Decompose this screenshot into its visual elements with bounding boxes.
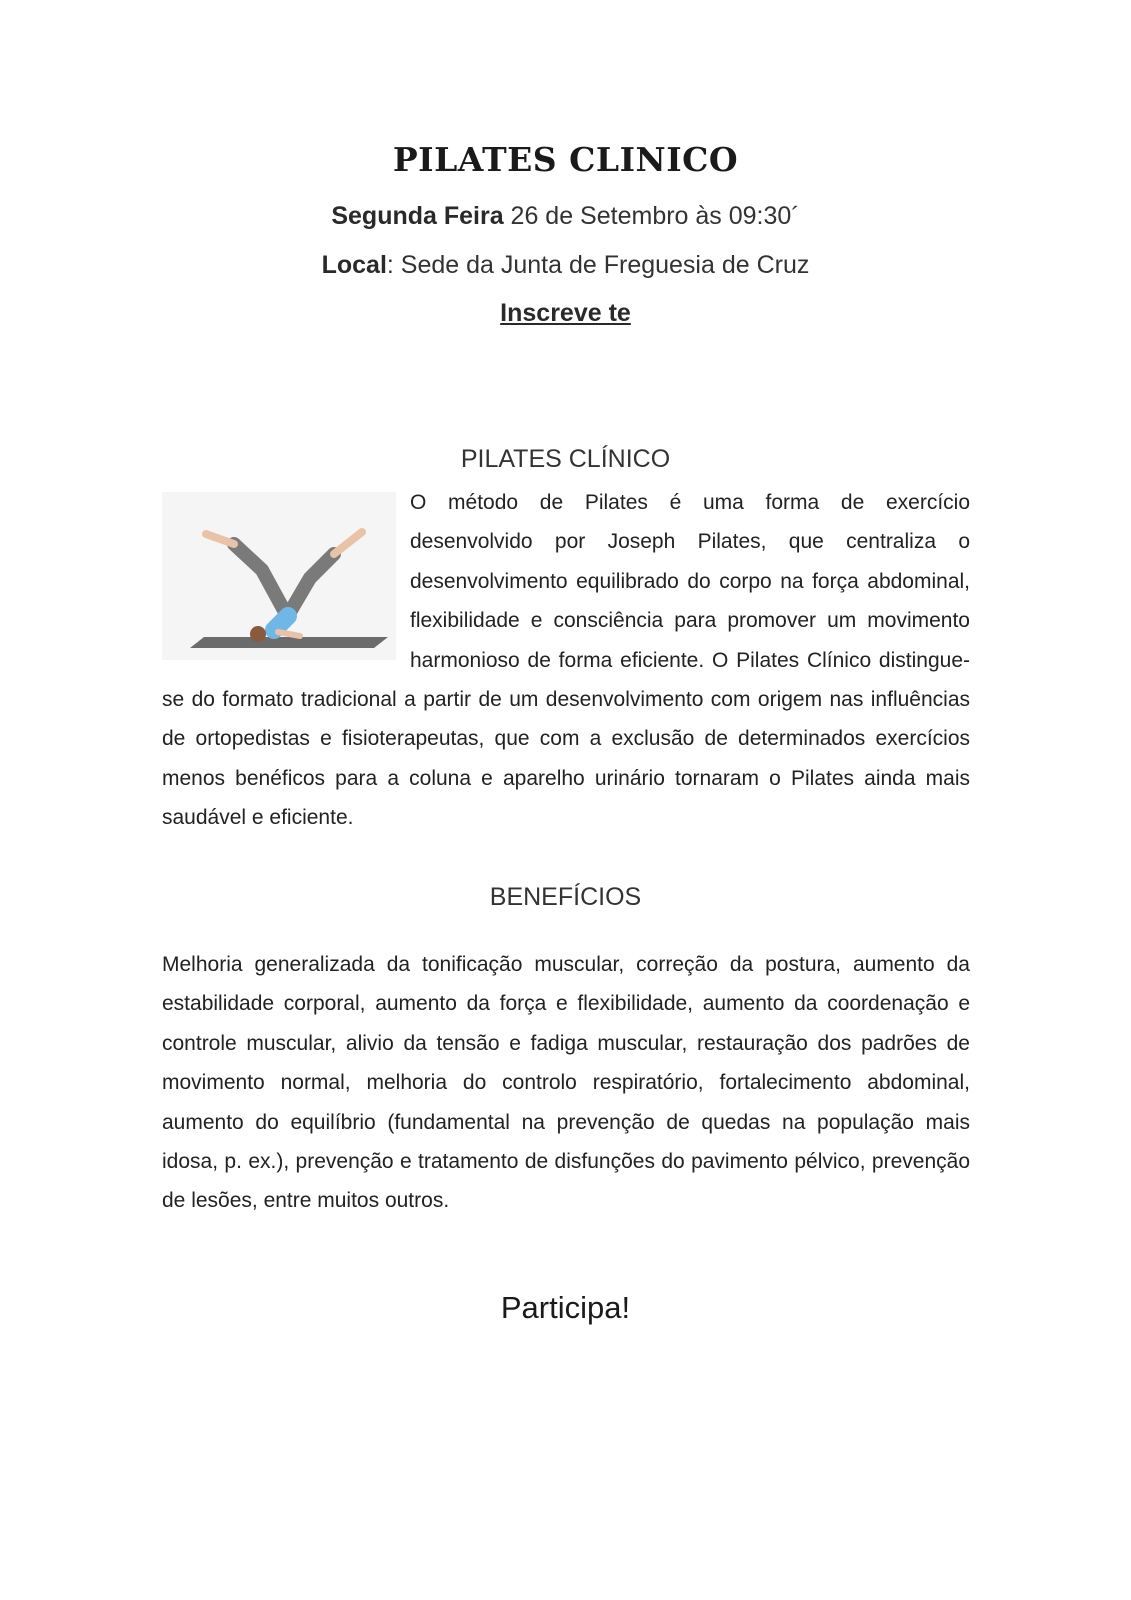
exercise-mat (190, 637, 388, 648)
intro-section (162, 483, 970, 838)
section-heading-pilates: PILATES CLÍNICO (460, 445, 671, 473)
pilates-photo (162, 492, 396, 660)
pilates-pose-illustration (162, 492, 396, 660)
location-label: Local (321, 251, 387, 279)
page-title: PILATES CLINICO (392, 140, 739, 179)
benefits-paragraph: Melhoria generalizada da tonificação muscular, correção da postura, aumento da estabilidade corporal, aumento da força e flexibilidade, aumento da coordenação e controle muscular, alivio da tensão e fadiga muscular, restauração dos padrões de movimento normal, melhoria do controlo respiratório, fortalecimento abdominal, aumento do equilíbrio (fundamental na prevenção de quedas na população mais idosa, p. ex.), prevenção e tratamento de disfunções do pavimento pélvico, prevenção de lesões, entre muitos outros. (162, 953, 970, 1213)
arms (278, 632, 300, 636)
date-label: Segunda Feira (331, 202, 504, 230)
location-value: : Sede da Junta de Freguesia de Cruz (386, 251, 810, 279)
section-heading-benefits: BENEFÍCIOS (489, 883, 642, 911)
event-date (0, 202, 1131, 231)
head (250, 626, 266, 642)
date-value: 26 de Setembro às 09:30´ (503, 202, 800, 230)
signup-link[interactable]: Inscreve te (500, 299, 631, 327)
torso (274, 616, 288, 630)
intro-paragraph: O método de Pilates é uma forma de exercício desenvolvido por Joseph Pilates, que centraliza o desenvolvimento equilibrado do corpo na força abdominal, flexibilidade e consciência para promover um movimento harmonioso de forma eficiente. O Pilates Clínico distingue-se do formato tradicional a partir de um desenvolvimento com origem nas influências de ortopedistas e fisioterapeutas, que com a exclusão de determinados exercícios menos benéficos para a coluna e aparelho urinário tornaram o Pilates ainda mais saudável e eficiente. (162, 491, 970, 830)
event-location (0, 251, 1131, 280)
closing-call-to-action: Participa! (500, 1290, 631, 1325)
